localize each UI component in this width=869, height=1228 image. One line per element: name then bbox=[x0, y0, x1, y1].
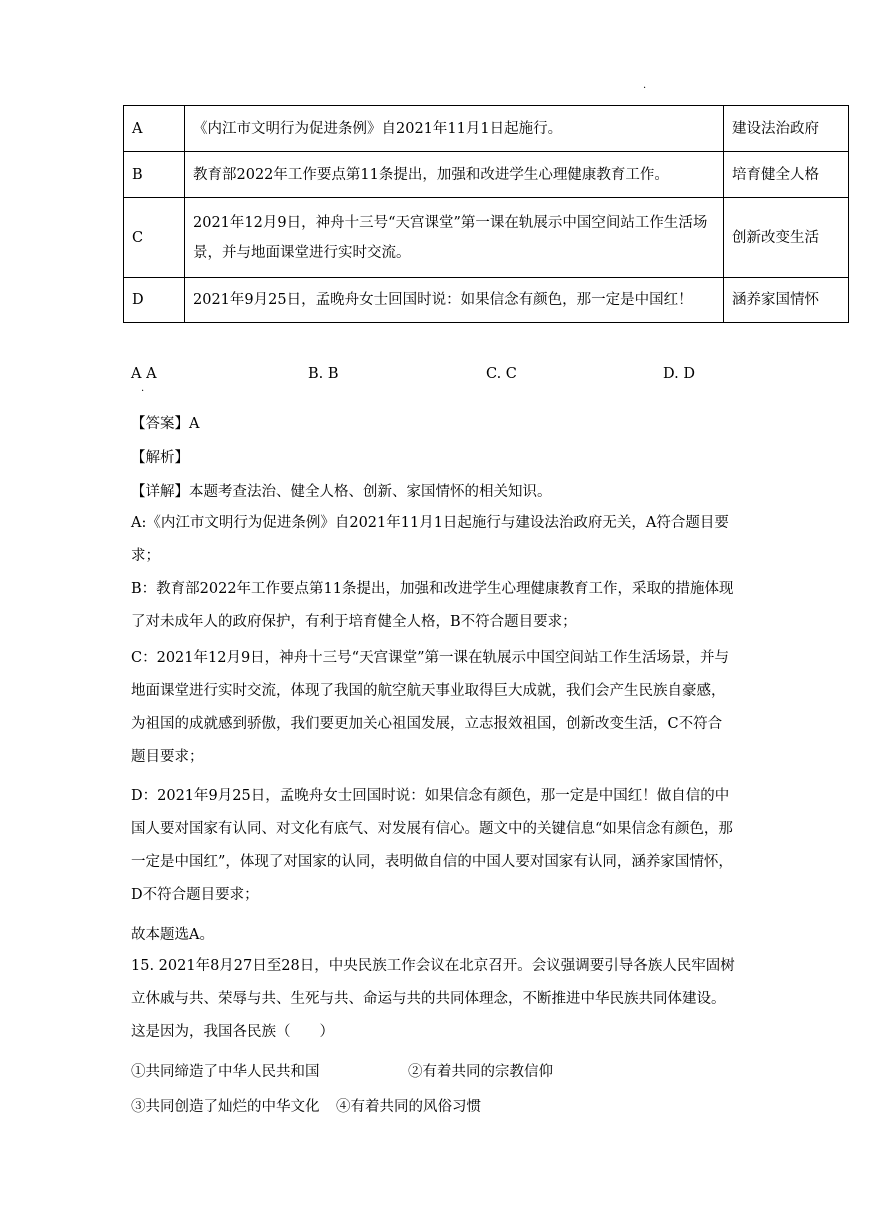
option-c: C. C bbox=[486, 366, 517, 382]
question-table bbox=[123, 105, 849, 323]
row-content: 教育部2022年工作要点第11条提出，加强和改进学生心理健康教育工作。 bbox=[185, 152, 724, 198]
option-b: B. B bbox=[308, 366, 339, 382]
row-label: A bbox=[124, 106, 185, 152]
table-row bbox=[124, 278, 849, 323]
row-content: 2021年12月9日，神舟十三号“天宫课堂”第一课在轨展示中国空间站工作生活场景，并与地面课堂进行实时交流。 bbox=[185, 198, 724, 278]
table-row bbox=[124, 198, 849, 278]
row-answer: 建设法治政府 bbox=[724, 106, 849, 152]
option-d: D. D bbox=[663, 366, 695, 382]
detail-line: 【详解】本题考查法治、健全人格、创新、家国情怀的相关知识。 bbox=[131, 484, 552, 500]
page-marker-dot: . bbox=[643, 80, 647, 91]
explanation-b: B：教育部2022年工作要点第11条提出，加强和改进学生心理健康教育工作，采取的措施体现了对未成年人的政府保护，有利于培育健全人格，B不符合题目要求； bbox=[131, 581, 734, 630]
explanation-c: C：2021年12月9日，神舟十三号“天宫课堂”第一课在轨展示中国空间站工作生活场景，并与地面课堂进行实时交流，体现了我国的航空航天事业取得巨大成就，我们会产生民族自豪感，为祖国的成就感到骄傲，我们要更加关心祖国发展，立志报效祖国，创新改变生活，C不符合题目要求； bbox=[131, 650, 729, 765]
question-15-item-4: ④有着共同的风俗习惯 bbox=[336, 1099, 481, 1115]
question-15-item-3: ③共同创造了灿烂的中华文化 bbox=[131, 1099, 320, 1115]
explanation-a: A:《内江市文明行为促进条例》自2021年11月1日起施行与建设法治政府无关，A符合题目要求； bbox=[131, 515, 729, 564]
row-content: 《内江市文明行为促进条例》自2021年11月1日起施行。 bbox=[185, 106, 724, 152]
row-answer: 创新改变生活 bbox=[724, 198, 849, 278]
row-answer: 培育健全人格 bbox=[724, 152, 849, 198]
row-answer: 涵养家国情怀 bbox=[724, 278, 849, 323]
option-a: A A bbox=[131, 366, 157, 382]
question-15-stem: 15. 2021年8月27日至28日，中央民族工作会议在北京召开。会议强调要引导各族人民牢固树立休戚与共、荣辱与共、生死与共、命运与共的共同体理念，不断推进中华民族共同体建设。这是因为，我国各民族（ ） bbox=[131, 958, 735, 1040]
row-label: D bbox=[124, 278, 185, 323]
answer-line: 【答案】A bbox=[131, 416, 200, 432]
table-row bbox=[124, 152, 849, 198]
question-15-item-1: ①共同缔造了中华人民共和国 bbox=[131, 1064, 320, 1080]
row-content: 2021年9月25日，孟晚舟女士回国时说：如果信念有颜色，那一定是中国红！ bbox=[185, 278, 724, 323]
answer-options bbox=[131, 366, 831, 388]
table-row bbox=[124, 106, 849, 152]
analysis-header: 【解析】 bbox=[131, 450, 189, 466]
row-label: C bbox=[124, 198, 185, 278]
conclusion-line: 故本题选A。 bbox=[131, 927, 214, 943]
question-15-item-2: ②有着共同的宗教信仰 bbox=[408, 1064, 553, 1080]
row-label: B bbox=[124, 152, 185, 198]
option-dot: . bbox=[141, 383, 145, 394]
explanation-d: D：2021年9月25日，孟晚舟女士回国时说：如果信念有颜色，那一定是中国红！做自信的中国人要对国家有认同、对文化有底气、对发展有信心。题文中的关键信息“如果信念有颜色，那一定是中国红”，体现了对国家的认同，表明做自信的中国人要对国家有认同，涵养家国情怀，D不符合题目要求； bbox=[131, 788, 733, 903]
